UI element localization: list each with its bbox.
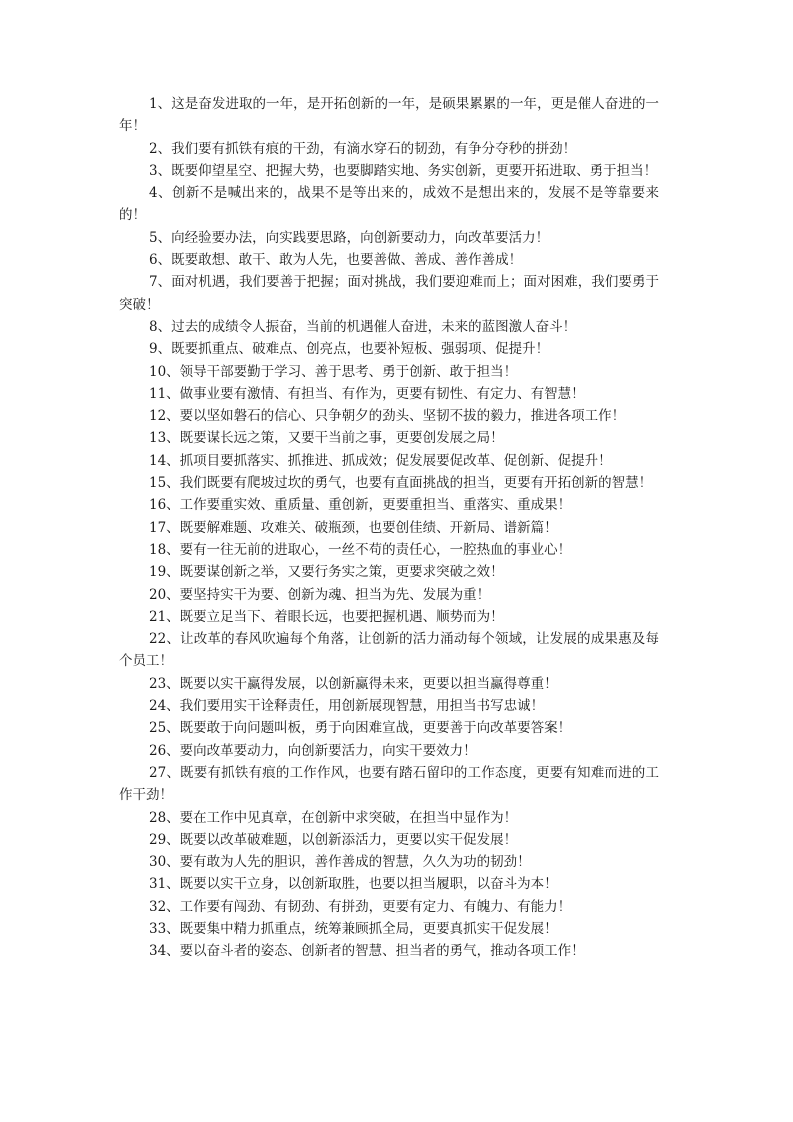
paragraph-22: 22、让改革的春风吹遍每个角落，让创新的活力涌动每个领域，让发展的成果惠及每个员工！ [119,631,659,670]
paragraph-18: 18、要有一往无前的进取心，一丝不苟的责任心，一腔热血的事业心！ [149,541,572,558]
paragraph-14: 14、抓项目要抓落实、抓推进、抓成效；促发展要促改革、促创新、促提升！ [149,452,612,469]
paragraph-8: 8、过去的成绩令人振奋，当前的机遇催人奋进，未来的蓝图激人奋斗！ [149,318,577,335]
paragraph-29: 29、既要以改革破难题，以创新添活力，更要以实干促发展！ [149,831,518,848]
paragraph-17: 17、既要解难题、攻难关、破瓶颈，也要创佳绩、开新局、谱新篇！ [149,519,558,536]
paragraph-26: 26、要向改革要动力，向创新要活力，向实干要效力！ [149,742,477,759]
paragraph-20: 20、要坚持实干为要、创新为魂、担当为先、发展为重！ [149,586,491,603]
paragraph-3: 3、既要仰望星空、把握大势，也要脚踏实地、务实创新，更要开拓进取、勇于担当！ [149,162,658,179]
paragraph-30: 30、要有敢为人先的胆识，善作善成的智慧，久久为功的韧劲！ [149,854,531,871]
paragraph-13: 13、既要谋长远之策，又要干当前之事，更要创发展之局！ [149,430,504,447]
paragraph-1: 1、这是奋发进取的一年，是开拓创新的一年，是硕果累累的一年，更是催人奋进的一年！ [119,96,659,135]
paragraph-9: 9、既要抓重点、破难点、创亮点，也要补短板、强弱项、促提升！ [149,341,550,358]
paragraph-19: 19、既要谋创新之举，又要行务实之策，更要求突破之效！ [149,564,504,581]
paragraph-32: 32、工作要有闯劲、有韧劲、有拼劲，更要有定力、有魄力、有能力！ [149,898,572,915]
paragraph-10: 10、领导干部要勤于学习、善于思考、勇于创新、敢于担当！ [149,363,518,380]
document-body [119,93,659,963]
paragraph-34: 34、要以奋斗者的姿态、创新者的智慧、担当者的勇气，推动各项工作！ [149,943,585,960]
paragraph-7: 7、面对机遇，我们要善于把握；面对挑战，我们要迎难而上；面对困难，我们要勇于突破！ [119,274,659,313]
paragraph-23: 23、既要以实干赢得发展，以创新赢得未来，更要以担当赢得尊重！ [149,675,558,692]
paragraph-25: 25、既要敢于向问题叫板，勇于向困难宣战，更要善于向改革要答案！ [149,720,572,737]
paragraph-2: 2、我们要有抓铁有痕的干劲，有滴水穿石的韧劲，有争分夺秒的拼劲！ [149,140,577,157]
paragraph-11: 11、做事业要有激情、有担当、有作为，更要有韧性、有定力、有智慧！ [149,385,585,402]
paragraph-33: 33、既要集中精力抓重点，统筹兼顾抓全局，更要真抓实干促发展！ [149,920,558,937]
paragraph-28: 28、要在工作中见真章，在创新中求突破，在担当中显作为！ [149,809,518,826]
paragraph-16: 16、工作要重实效、重质量、重创新，更要重担当、重落实、重成果！ [149,497,572,514]
paragraph-5: 5、向经验要办法，向实践要思路，向创新要动力，向改革要活力！ [149,229,550,246]
paragraph-4: 4、创新不是喊出来的，战果不是等出来的，成效不是想出来的，发展不是等靠要来的！ [119,185,659,224]
paragraph-15: 15、我们既要有爬坡过坎的勇气，也要有直面挑战的担当，更要有开拓创新的智慧！ [149,475,653,492]
paragraph-21: 21、既要立足当下、着眼长远，也要把握机遇、顺势而为！ [149,608,504,625]
paragraph-12: 12、要以坚如磐石的信心、只争朝夕的劲头、坚韧不拔的毅力，推进各项工作！ [149,408,626,425]
paragraph-27: 27、既要有抓铁有痕的工作作风，也要有踏石留印的工作态度，更要有知难而进的工作干劲！ [119,764,659,804]
paragraph-24: 24、我们要用实干诠释责任，用创新展现智慧，用担当书写忠诚！ [149,698,545,715]
paragraph-31: 31、既要以实干立身，以创新取胜，也要以担当履职，以奋斗为本！ [149,876,558,893]
paragraph-6: 6、既要敢想、敢干、敢为人先，也要善做、善成、善作善成！ [149,252,523,269]
